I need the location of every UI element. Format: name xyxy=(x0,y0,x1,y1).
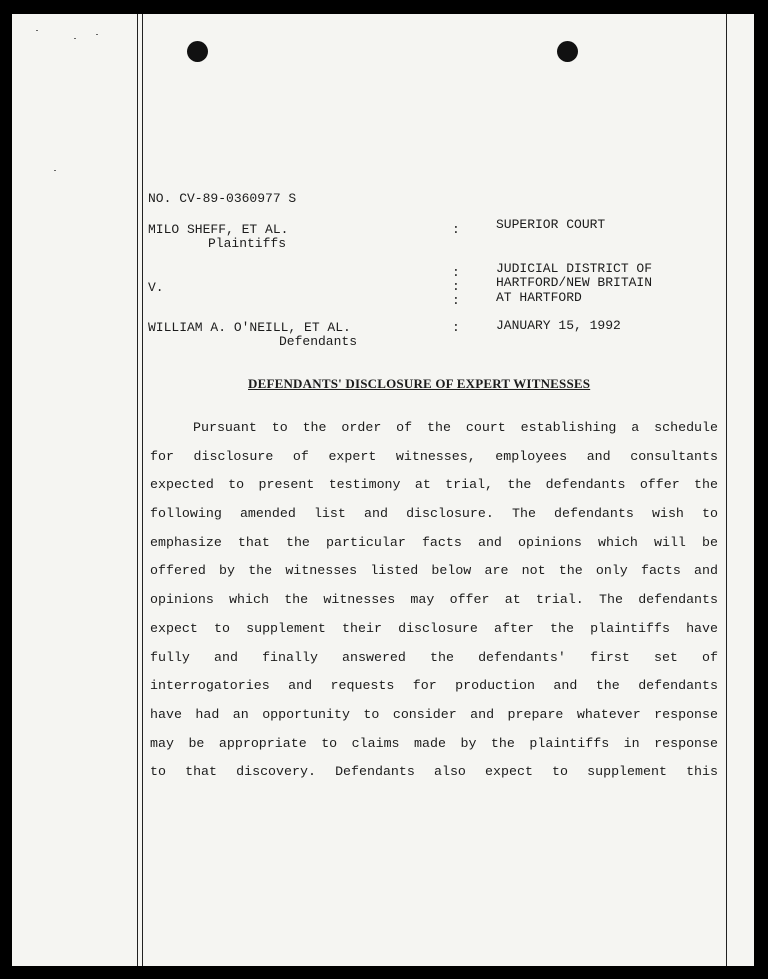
body-paragraph xyxy=(150,414,718,787)
plaintiff-role: Plaintiffs xyxy=(208,236,287,251)
scan-speck xyxy=(36,30,38,31)
punch-hole-left xyxy=(187,41,208,62)
body-line: interrogatories and requests for production and the defendants xyxy=(150,678,718,694)
body-line: opinions which the witnesses may offer at trial. The defendants xyxy=(150,592,718,608)
left-margin-line-inner xyxy=(142,14,143,966)
filing-date: JANUARY 15, 1992 xyxy=(496,318,621,333)
body-line: expect to supplement their disclosure after the plaintiffs have xyxy=(150,620,718,636)
district-line-1: JUDICIAL DISTRICT OF xyxy=(496,261,653,276)
caption-separator: : xyxy=(452,320,460,335)
document-title: DEFENDANTS' DISCLOSURE OF EXPERT WITNESSES xyxy=(248,376,591,391)
caption-separator: : xyxy=(452,265,460,280)
court-name: SUPERIOR COURT xyxy=(496,217,606,232)
body-line: offered by the witnesses listed below are not the only facts and xyxy=(150,563,718,579)
case-number: NO. CV-89-0360977 S xyxy=(148,191,297,206)
caption-separator: : xyxy=(452,222,460,237)
scan-speck xyxy=(54,170,56,171)
punch-hole-right xyxy=(557,41,578,62)
caption-separator: : xyxy=(452,293,460,308)
defendant-name: WILLIAM A. O'NEILL, ET AL. xyxy=(148,320,351,335)
body-line: may be appropriate to claims made by the plaintiffs in response xyxy=(150,735,718,751)
document-page xyxy=(12,14,754,966)
body-line: fully and finally answered the defendants' first set of xyxy=(150,649,718,665)
scan-speck xyxy=(74,38,76,39)
district-line-2: HARTFORD/NEW BRITAIN xyxy=(496,275,653,290)
defendant-role: Defendants xyxy=(279,334,358,349)
versus: V. xyxy=(148,280,164,295)
body-line: Pursuant to the order of the court establishing a schedule xyxy=(193,420,718,435)
body-line: for disclosure of expert witnesses, employees and consultants xyxy=(150,448,718,464)
body-line: emphasize that the particular facts and opinions which will be xyxy=(150,534,718,550)
body-line: have had an opportunity to consider and prepare whatever response xyxy=(150,706,718,722)
body-line: expected to present testimony at trial, the defendants offer the xyxy=(150,477,718,493)
body-line: following amended list and disclosure. The defendants wish to xyxy=(150,506,718,522)
left-margin-line xyxy=(137,14,138,966)
plaintiff-name: MILO SHEFF, ET AL. xyxy=(148,222,289,237)
caption-separator: : xyxy=(452,279,460,294)
scan-speck xyxy=(96,34,98,35)
district-line-3: AT HARTFORD xyxy=(496,290,582,305)
body-line: to that discovery. Defendants also expect to supplement this xyxy=(150,764,718,780)
right-margin-line xyxy=(726,14,727,966)
